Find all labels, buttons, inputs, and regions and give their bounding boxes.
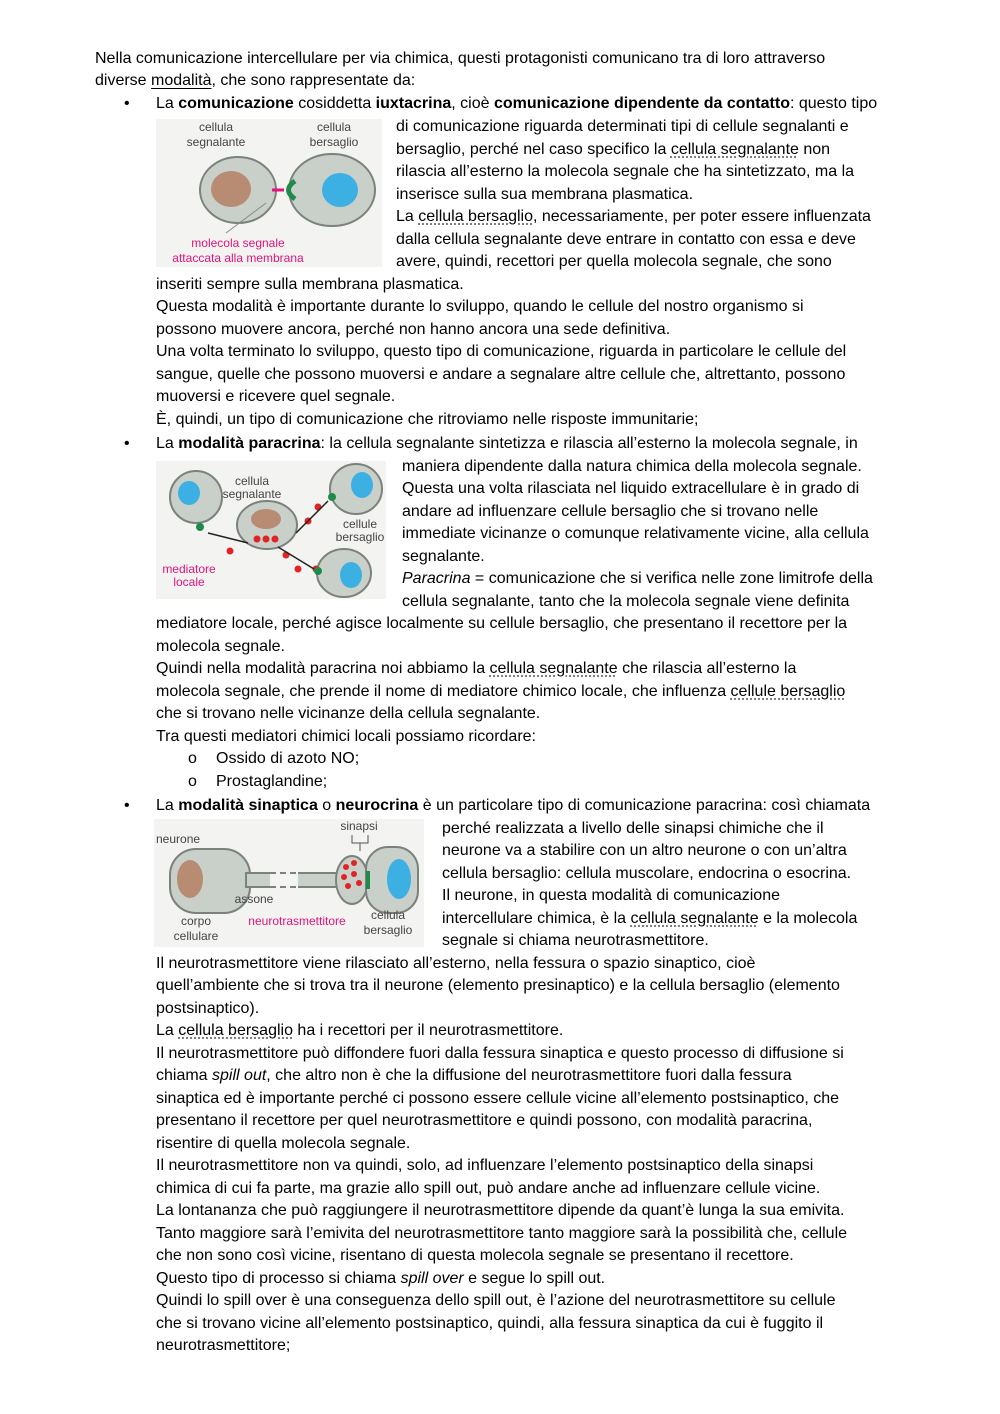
sub-bullet-marker: o: [188, 750, 197, 767]
fig3-synapse-label: sinapsi: [340, 819, 378, 833]
bullet3-line: Il neurone, in questa modalità di comunicazione: [442, 887, 780, 904]
bullet3-line: intercellulare chimica, è la cellula segnalante e la molecola: [442, 910, 858, 927]
svg-text:segnalante: segnalante: [186, 135, 246, 149]
bullet2-line: maniera dipendente dalla natura chimica della molecola segnale.: [402, 458, 862, 475]
bullet-marker: •: [124, 797, 130, 814]
bullet3-line: quell’ambiente che si trova tra il neurone (elemento presinaptico) e la cellula bersaglio (elemento: [156, 977, 840, 994]
bullet3-line: perché realizzata a livello delle sinapsi chimiche che il: [442, 820, 824, 837]
bullet-marker: •: [124, 95, 130, 112]
bullet1-line: inseriti sempre sulla membrana plasmatica.: [156, 276, 464, 293]
fig1-target-label: cellula: [316, 120, 352, 134]
bullet2-line: mediatore locale, perché agisce localmente su cellule bersaglio, che presentano il recettore per la: [156, 615, 848, 632]
bullet2-line: immediate vicinanze o comunque relativamente vicine, alla cellula: [402, 525, 869, 542]
bullet1-line: avere, quindi, recettori per quella molecola segnale, che sono: [396, 253, 832, 270]
bullet3-line: La cellula bersaglio ha i recettori per il neurotrasmettitore.: [156, 1022, 564, 1039]
bullet3-line: Quindi lo spill over è una conseguenza dello spill out, è l’azione del neurotrasmettitore su cellule: [156, 1292, 836, 1309]
bullet3-line: neurotrasmettitore;: [156, 1337, 291, 1354]
bullet3-line: neurone va a stabilire con un altro neurone o con un’altra: [442, 842, 847, 859]
sub-bullet-marker: o: [188, 773, 197, 790]
bullet3-line: La lontananza che può raggiungere il neurotrasmettitore dipende da quant’è lunga la sua emivita.: [156, 1202, 845, 1219]
bullet1-line: muoversi e ricevere quel segnale.: [156, 388, 396, 405]
bullet1-line: sangue, quelle che possono muoversi e andare a segnalare altre cellule che, altrettanto, possono: [156, 366, 846, 383]
bullet3-line: segnale si chiama neurotrasmettitore.: [442, 932, 709, 949]
bullet3-line: chimica di cui fa parte, ma grazie allo spill out, può andare anche ad influenzare cellule vicine.: [156, 1180, 821, 1197]
bullet2-line: molecola segnale, che prende il nome di mediatore chimico locale, che influenza cellule bersaglio: [156, 683, 846, 700]
bullet2-line: Paracrina = comunicazione che si verifica nelle zone limitrofe della: [402, 570, 873, 587]
bullet3-line: Questo tipo di processo si chiama spill over e segue lo spill out.: [156, 1270, 606, 1287]
bullet2-line: cellula segnalante, tanto che la molecola segnale viene definita: [402, 593, 850, 610]
svg-text:bersaglio: bersaglio: [335, 530, 385, 544]
fig3-target-label: cellula: [370, 908, 406, 922]
bullet1-line: Questa modalità è importante durante lo sviluppo, quando le cellule del nostro organismo si: [156, 298, 804, 315]
signaling-nucleus: [211, 171, 251, 207]
fig2-target-label: cellule: [342, 517, 378, 531]
bullet3-line: cellula bersaglio: cellula muscolare, endocrina o esocrina.: [442, 865, 852, 882]
bullet1-line: La cellula bersaglio, necessariamente, per poter essere influenzata: [396, 208, 871, 225]
bullet2-line: che si trovano nelle vicinanze della cellula segnalante.: [156, 705, 541, 722]
fig2-signaling-label: cellula: [234, 474, 270, 488]
juxtacrine-figure: [156, 119, 382, 267]
bullet1-line: Una volta terminato lo sviluppo, questo tipo di comunicazione, riguarda in particolare le cellule del: [156, 343, 847, 360]
bullet1-line: di comunicazione riguarda determinati tipi di cellule segnalanti e: [396, 118, 849, 135]
intro-line: diverse modalità, che sono rappresentate da:: [95, 72, 416, 89]
fig3-neuron-label: neurone: [156, 832, 201, 846]
fig2-mediator-label: mediatore: [162, 562, 216, 576]
fig3-nt-label: neurotrasmettitore: [248, 914, 346, 928]
bullet1-line: La comunicazione cosiddetta iuxtacrina, cioè comunicazione dipendente da contatto: questo tipo: [156, 95, 878, 112]
bullet1-line: possono muovere ancora, perché non hanno ancora una sede definitiva.: [156, 321, 671, 338]
bullet1-line: dalla cellula segnalante deve entrare in contatto con essa e deve: [396, 231, 856, 248]
bullet3-line: postsinaptico).: [156, 1000, 260, 1017]
bullet3-line: che si trovano vicine all’elemento postsinaptico, quindi, alla fessura sinaptica da cui è fuggito il: [156, 1315, 824, 1332]
synaptic-figure: [154, 819, 424, 947]
bullet2-line: molecola segnale.: [156, 638, 285, 655]
svg-text:attaccata alla membrana: attaccata alla membrana: [172, 251, 304, 265]
bullet3-line: sinaptica ed è importante perché ci possono essere cellule vicine all’elemento postsinaptico, che: [156, 1090, 840, 1107]
fig3-body-label: corpo: [180, 914, 212, 928]
bullet1-line: bersaglio, perché nel caso specifico la cellula segnalante non: [396, 141, 831, 158]
bullet1-line: rilascia all’esterno la molecola segnale che ha sintetizzato, ma la: [396, 163, 855, 180]
bullet3-line: Il neurotrasmettitore viene rilasciato all’esterno, nella fessura o spazio sinaptico, cioè: [156, 955, 756, 972]
svg-text:segnalante: segnalante: [222, 487, 282, 501]
bullet2-line: La modalità paracrina: la cellula segnalante sintetizza e rilascia all’esterno la molecola segnale, in: [156, 435, 858, 452]
target-nucleus: [322, 173, 358, 207]
bullet3-line: Il neurotrasmettitore può diffondere fuori dalla fessura sinaptica e questo processo di diffusione si: [156, 1045, 844, 1062]
intro-line: Nella comunicazione intercellulare per via chimica, questi protagonisti comunicano tra di loro attraverso: [95, 50, 826, 67]
svg-text:bersaglio: bersaglio: [309, 135, 359, 149]
bullet1-line: È, quindi, un tipo di comunicazione che ritroviamo nelle risposte immunitarie;: [156, 411, 699, 428]
bullet2-line: Quindi nella modalità paracrina noi abbiamo la cellula segnalante che rilascia all’esterno la: [156, 660, 797, 677]
paracrine-figure: [156, 461, 386, 599]
svg-text:cellulare: cellulare: [173, 929, 219, 943]
bullet3-line: Il neurotrasmettitore non va quindi, solo, ad influenzare l’elemento postsinaptico della sinapsi: [156, 1157, 814, 1174]
bullet3-line: Tanto maggiore sarà l’emivita del neurotrasmettitore tanto maggiore sarà la possibilità che, cellule: [156, 1225, 848, 1242]
bullet3-line: risentire di quella molecola segnale.: [156, 1135, 411, 1152]
sub-list-item: Prostaglandine;: [216, 773, 328, 790]
bullet2-line: Questa una volta rilasciata nel liquido extracellulare è in grado di: [402, 480, 860, 497]
bullet3-line: presentano il recettore per quel neurotrasmettitore e quindi possono, con modalità paracrina,: [156, 1112, 813, 1129]
fig1-molecule-label: molecola segnale: [191, 236, 285, 250]
svg-text:locale: locale: [173, 575, 205, 589]
bullet1-line: inserisce sulla sua membrana plasmatica.: [396, 186, 694, 203]
bullet-marker: •: [124, 435, 130, 452]
svg-text:bersaglio: bersaglio: [363, 923, 413, 937]
fig3-axon-label: assone: [234, 892, 274, 906]
bullet2-line: Tra questi mediatori chimici locali possiamo ricordare:: [156, 728, 536, 745]
bullet3-line: chiama spill out, che altro non è che la diffusione del neurotrasmettitore fuori dalla fessura: [156, 1067, 792, 1084]
bullet3-line: La modalità sinaptica o neurocrina è un particolare tipo di comunicazione paracrina: così chiamata: [156, 797, 871, 814]
bullet2-line: segnalante.: [402, 548, 485, 565]
sub-list-item: Ossido di azoto NO;: [216, 750, 360, 767]
fig1-signaling-label: cellula: [198, 120, 234, 134]
bullet2-line: andare ad influenzare cellule bersaglio che si trovano nelle: [402, 503, 819, 520]
bullet3-line: che non sono così vicine, risentano di questa molecola segnale se presentano il recettore.: [156, 1247, 794, 1264]
